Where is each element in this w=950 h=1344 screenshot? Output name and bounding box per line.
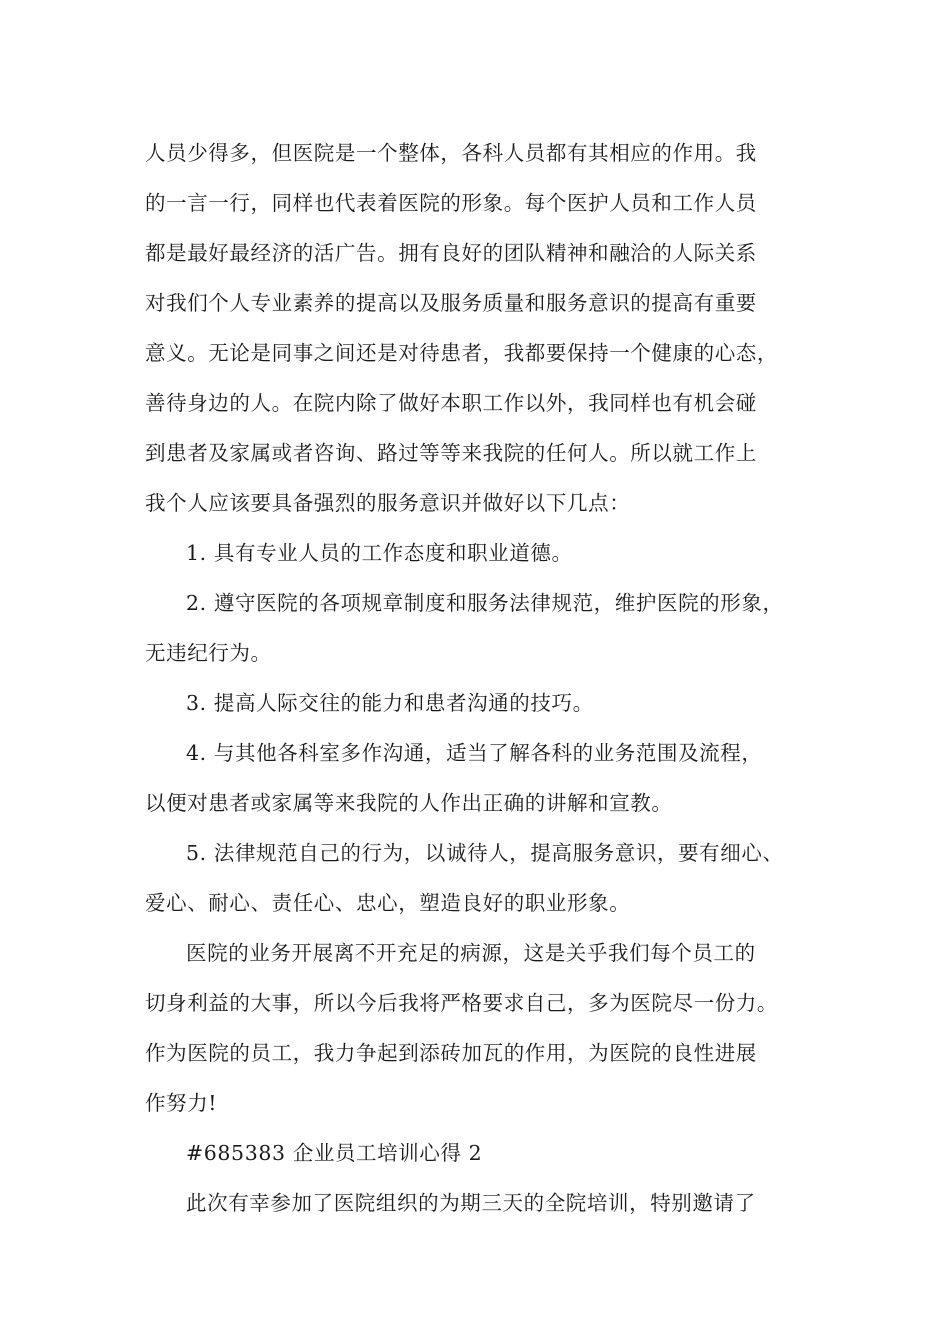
paragraph-line-1: 人员少得多，但医院是一个整体，各科人员都有其相应的作用。我	[145, 141, 757, 165]
closing-paragraph-line-1: 医院的业务开展离不开充足的病源，这是关乎我们每个员工的	[186, 941, 756, 965]
list-item-4: 4. 与其他各科室多作沟通，适当了解各科的业务范围及流程，	[186, 741, 763, 765]
list-item-2: 2. 遵守医院的各项规章制度和服务法律规范，维护医院的形象，	[186, 591, 784, 615]
closing-paragraph-line-2: 切身利益的大事，所以今后我将严格要求自己，多为医院尽一份力。	[145, 991, 778, 1015]
paragraph-line-5: 意义。无论是同事之间还是对待患者，我都要保持一个健康的心态，	[145, 341, 778, 365]
section-heading: #685383 企业员工培训心得 2	[186, 1141, 483, 1165]
list-item-3: 3. 提高人际交往的能力和患者沟通的技巧。	[186, 691, 594, 715]
paragraph-line-3: 都是最好最经济的活广告。拥有良好的团队精神和融洽的人际关系	[145, 241, 757, 265]
list-item-5: 5. 法律规范自己的行为，以诚待人，提高服务意识，要有细心、	[186, 841, 784, 865]
list-item-4-continued: 以便对患者或家属等来我院的人作出正确的讲解和宣教。	[145, 791, 673, 815]
paragraph-line-8: 我个人应该要具备强烈的服务意识并做好以下几点：	[145, 491, 631, 515]
paragraph-line-7: 到患者及家属或者咨询、路过等等来我院的任何人。所以就工作上	[145, 441, 757, 465]
paragraph-line-2: 的一言一行，同样也代表着医院的形象。每个医护人员和工作人员	[145, 191, 757, 215]
closing-paragraph-line-3: 作为医院的员工，我力争起到添砖加瓦的作用，为医院的良性进展	[145, 1041, 757, 1065]
closing-paragraph-line-4: 作努力!	[145, 1091, 218, 1115]
list-item-1: 1. 具有专业人员的工作态度和职业道德。	[186, 541, 573, 565]
paragraph-line-6: 善待身边的人。在院内除了做好本职工作以外，我同样也有机会碰	[145, 391, 757, 415]
new-section-paragraph-line-1: 此次有幸参加了医院组织的为期三天的全院培训，特别邀请了	[186, 1191, 756, 1215]
list-item-2-continued: 无违纪行为。	[145, 641, 272, 665]
list-item-5-continued: 爱心、耐心、责任心、忠心，塑造良好的职业形象。	[145, 891, 631, 915]
paragraph-line-4: 对我们个人专业素养的提高以及服务质量和服务意识的提高有重要	[145, 291, 757, 315]
